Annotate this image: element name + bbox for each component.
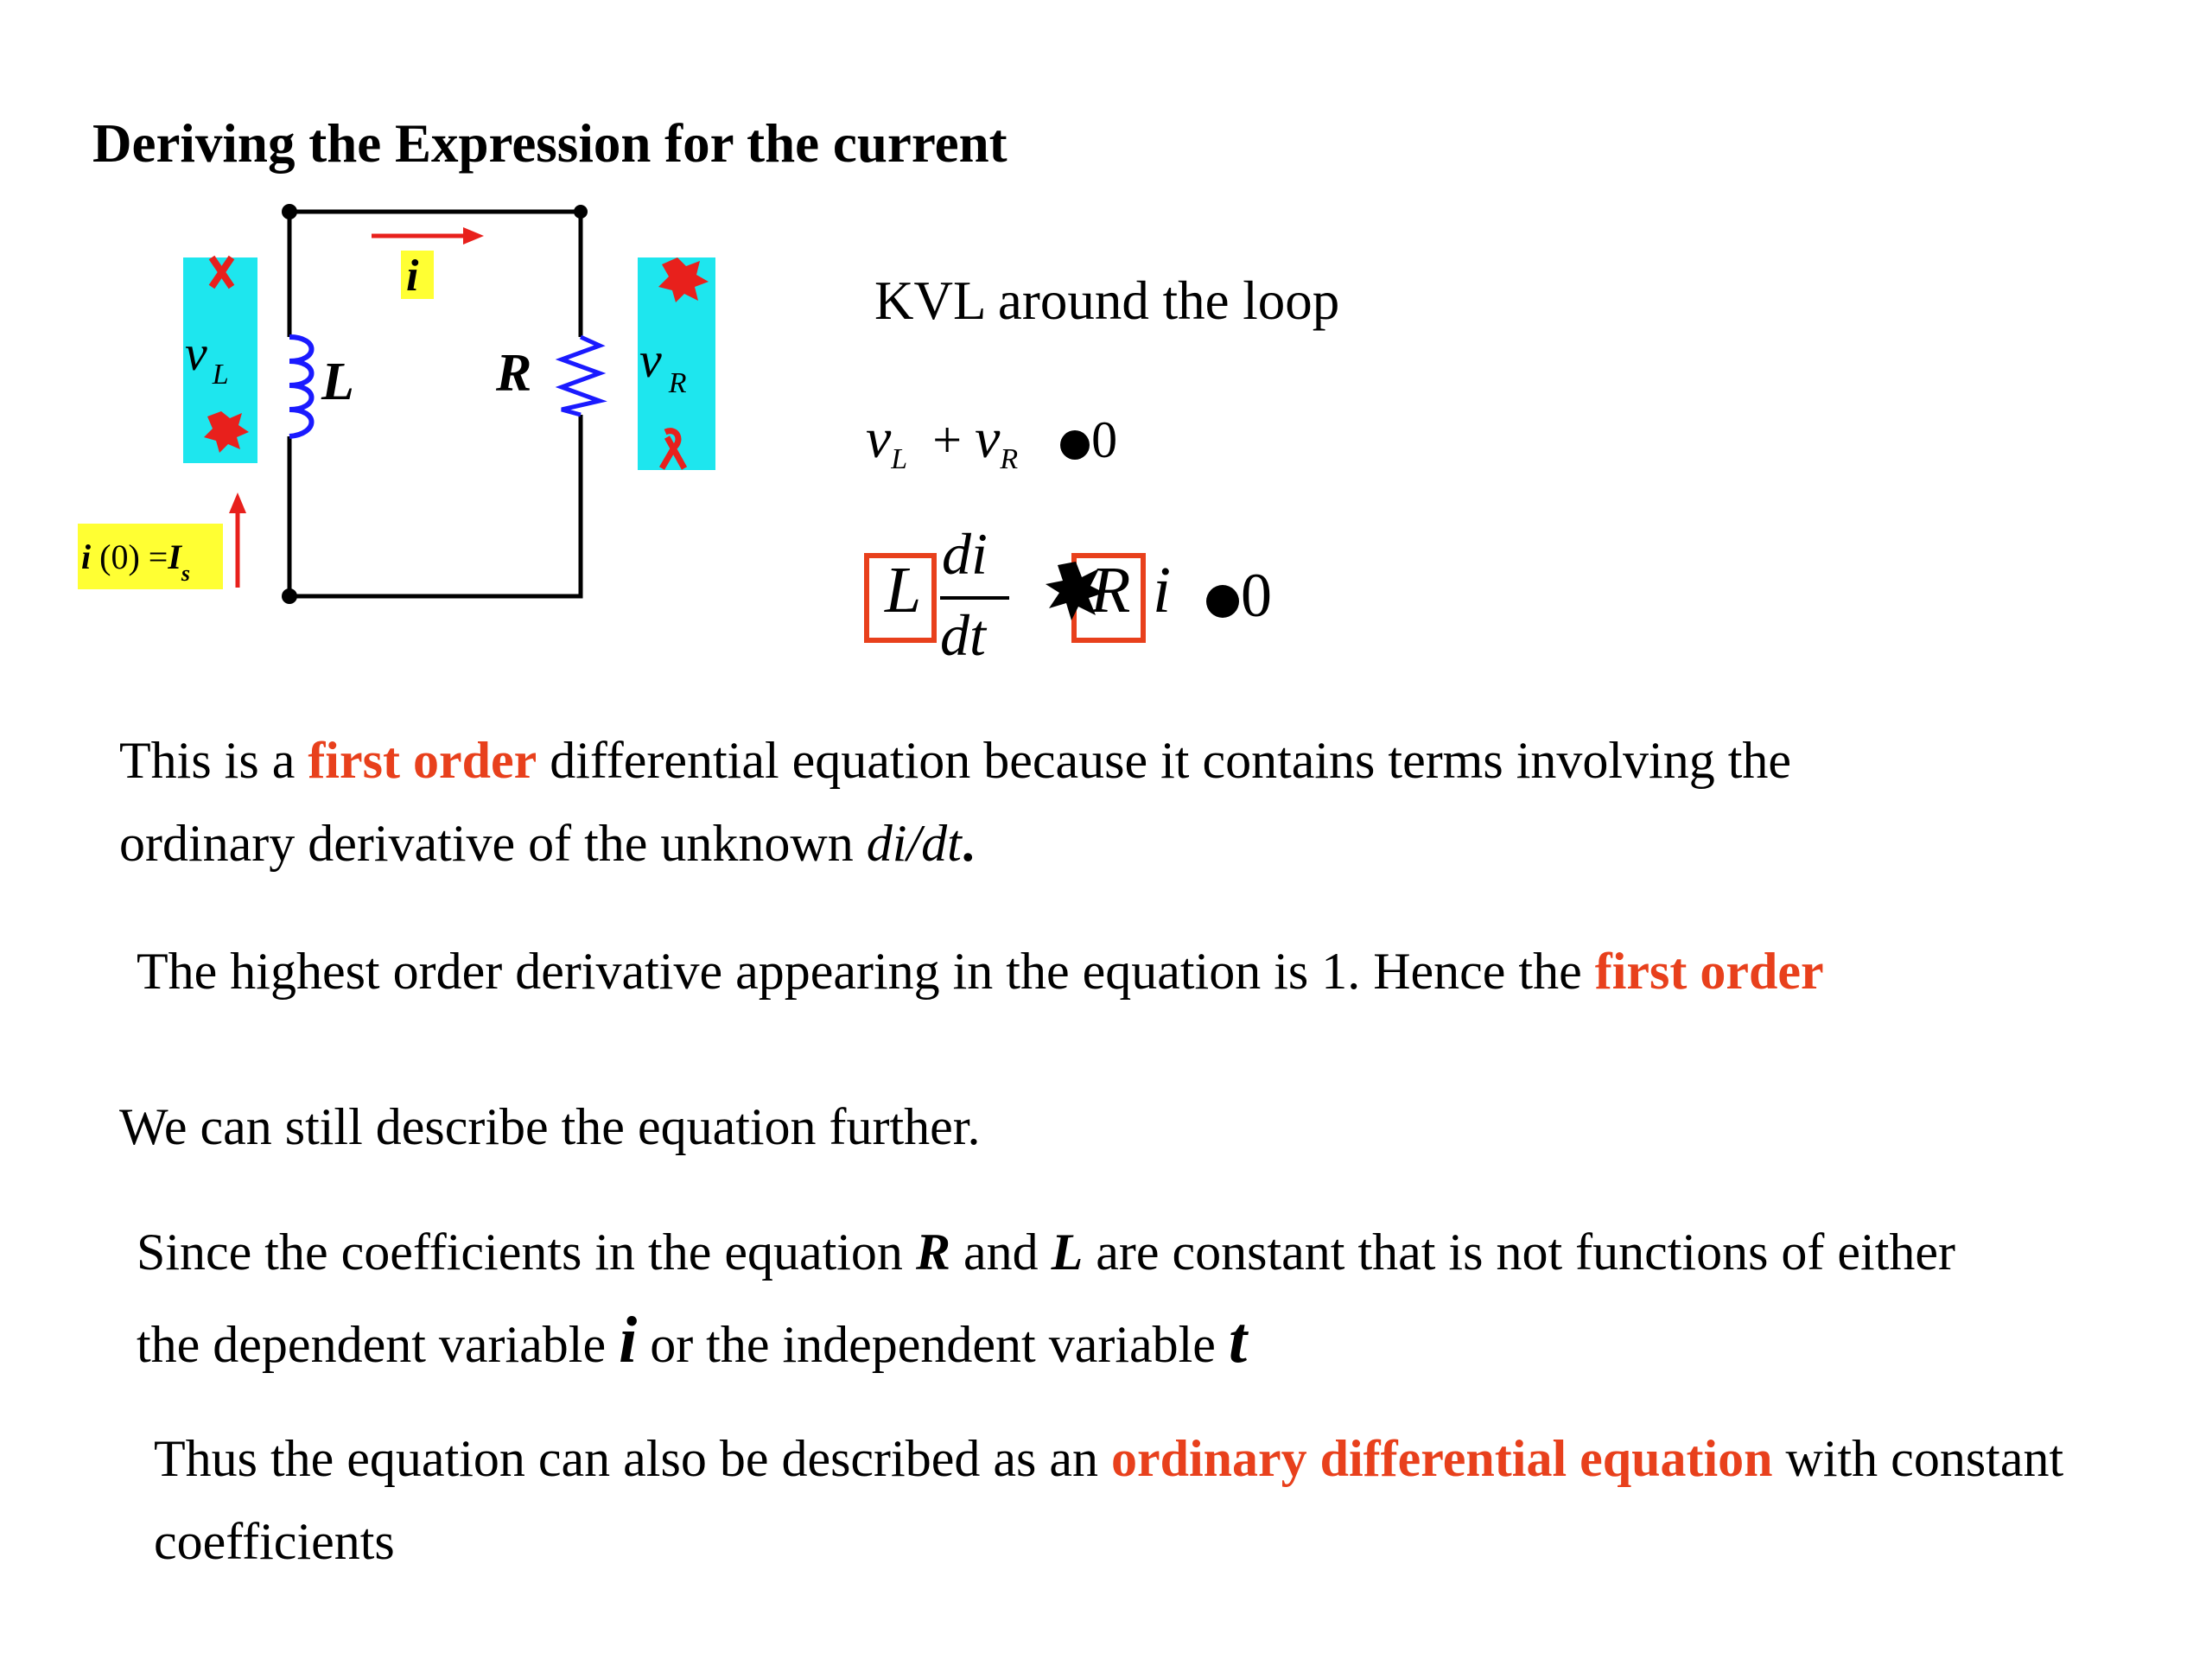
paragraph-highest-order: The highest order derivative appearing in the equation is 1. Hence the first order: [137, 943, 1824, 1000]
node-top-right: [574, 205, 588, 219]
resistor-zigzag: [562, 337, 600, 415]
kvl-equation-voltages: $v_L + v_R$ 0: [866, 407, 1118, 475]
eq2-rhs: 0: [1206, 560, 1272, 632]
eq2-i: i: [1153, 554, 1172, 626]
inductor-coil: [289, 337, 312, 436]
top-wire: [289, 212, 581, 337]
eq2-denominator: dt: [940, 602, 986, 668]
kvl-label: KVL around the loop: [874, 270, 1340, 331]
current-arrowhead: [463, 227, 484, 245]
paragraph-first-order: This is a first order differential equation because it contains terms involving the ordinary derivative of the unknown di/dt.: [119, 732, 1792, 872]
node-bottom-left: [282, 588, 297, 604]
node-top-left: [282, 204, 297, 219]
eq2-R: R: [1090, 554, 1131, 626]
initial-condition-label: i $(0) =I_s$: [81, 537, 191, 586]
equals-glyph-2: [1206, 585, 1239, 618]
paragraph-ode-constant: Thus the equation can also be described as an ordinary differential equation with constant coefficients: [154, 1430, 2064, 1570]
bottom-wire: [289, 415, 581, 596]
vr-label: v $_R$: [639, 332, 687, 399]
eq2-L: L: [885, 554, 922, 626]
equals-glyph: [1060, 430, 1090, 460]
vl-label: v $_L$: [185, 325, 229, 391]
current-label: i: [406, 251, 419, 301]
paragraph-describe-further: We can still describe the equation further.: [119, 1098, 981, 1155]
fraction-bar: [940, 596, 1009, 600]
initial-current-arrowhead: [229, 493, 246, 513]
resistor-label: R: [496, 344, 532, 403]
page-title: Deriving the Expression for the current: [92, 113, 1007, 174]
eq2-numerator: di: [942, 521, 988, 587]
inductor-label: L: [321, 353, 354, 411]
paragraph-coefficients: Since the coefficients in the equation R and L are constant that is not functions of either the dependent variable i or the independent variable t: [137, 1224, 1955, 1376]
